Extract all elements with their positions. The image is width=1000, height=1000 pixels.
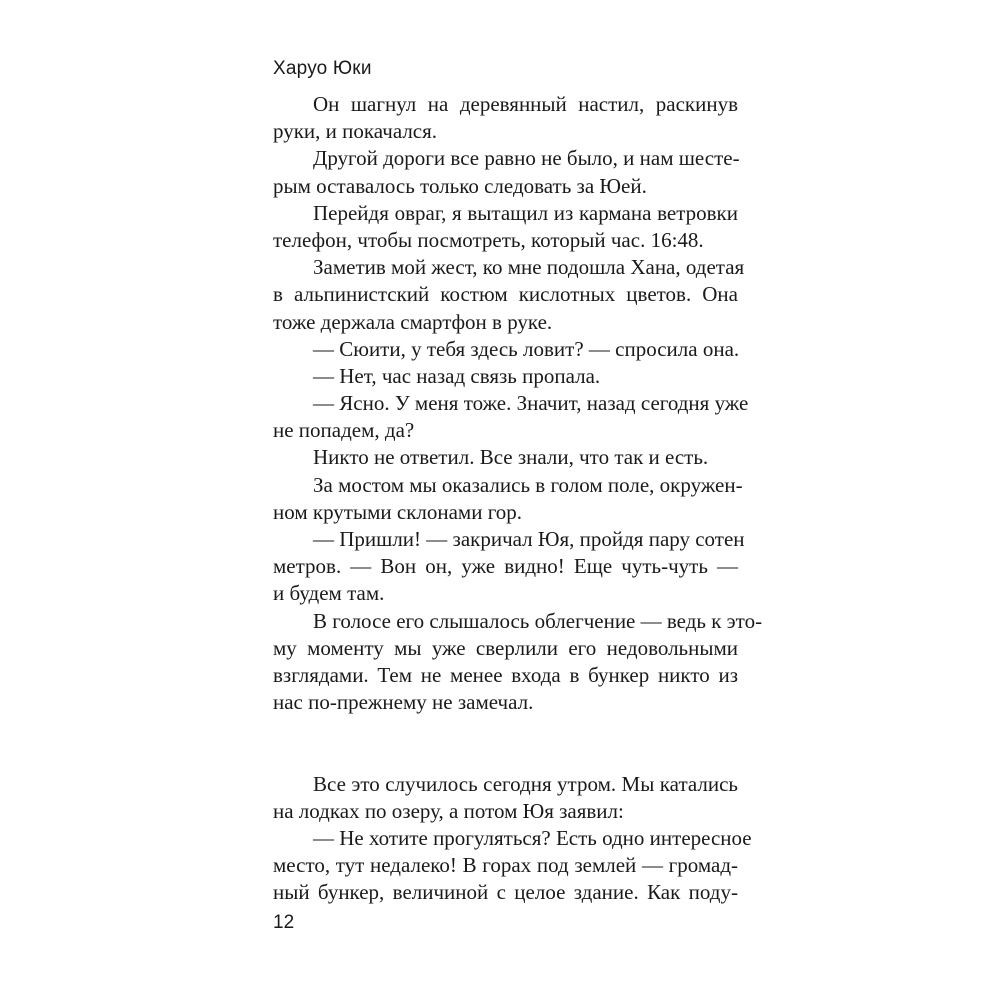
text-line: Заметив мой жест, ко мне подошла Хана, одетая <box>313 255 745 280</box>
running-head: Харуо Юки <box>273 58 372 79</box>
text-line: нас по-прежнему не замечал. <box>273 690 534 715</box>
text-line: — Нет, час назад связь пропала. <box>313 363 601 388</box>
text-line: в альпинистский костюм кислотных цветов. Она <box>273 282 738 307</box>
text-line: руки, и покачался. <box>273 119 438 144</box>
text-line: и будем там. <box>273 581 385 606</box>
text-line: ный бункер, величиной с целое здание. Как поду- <box>273 880 738 905</box>
text-line: В голосе его слышалось облегчение — ведь к это- <box>313 608 763 633</box>
text-line: телефон, чтобы посмотреть, который час. 16:48. <box>273 227 704 252</box>
text-line: рым оставалось только следовать за Юей. <box>273 173 647 198</box>
text-line: место, тут недалеко! В горах под землей — громад- <box>273 853 738 878</box>
text-line: ном крутыми склонами гор. <box>273 499 523 524</box>
text-line: на лодках по озеру, а потом Юя заявил: <box>273 798 624 823</box>
text-line: За мостом мы оказались в голом поле, окружен- <box>313 472 743 497</box>
text-line: не попадем, да? <box>273 418 415 443</box>
text-line: Другой дороги все равно не было, и нам шесте- <box>313 146 740 171</box>
text-line: — Пришли! — закричал Юя, пройдя пару сотен <box>313 527 745 551</box>
page-number: 12 <box>273 912 295 933</box>
body-text <box>273 91 763 907</box>
text-line: метров. — Вон он, уже видно! Еще чуть-чуть — <box>273 554 738 579</box>
text-line: взглядами. Тем не менее входа в бункер никто из <box>273 662 738 687</box>
text-line: — Ясно. У меня тоже. Значит, назад сегодня уже <box>313 391 749 416</box>
text-line: Все это случилось сегодня утром. Мы катались <box>313 771 738 796</box>
text-line: — Не хотите прогуляться? Есть одно интересное <box>313 826 752 851</box>
text-line: Он шагнул на деревянный настил, раскинув <box>313 92 738 116</box>
text-line: — Сюити, у тебя здесь ловит? — спросила она. <box>313 336 740 361</box>
text-line: Никто не ответил. Все знали, что так и есть. <box>313 445 709 470</box>
text-line: Перейдя овраг, я вытащил из кармана ветровки <box>313 200 738 225</box>
text-line: му моменту мы уже сверлили его недовольными <box>273 635 738 660</box>
text-line: тоже держала смартфон в руке. <box>273 309 553 334</box>
